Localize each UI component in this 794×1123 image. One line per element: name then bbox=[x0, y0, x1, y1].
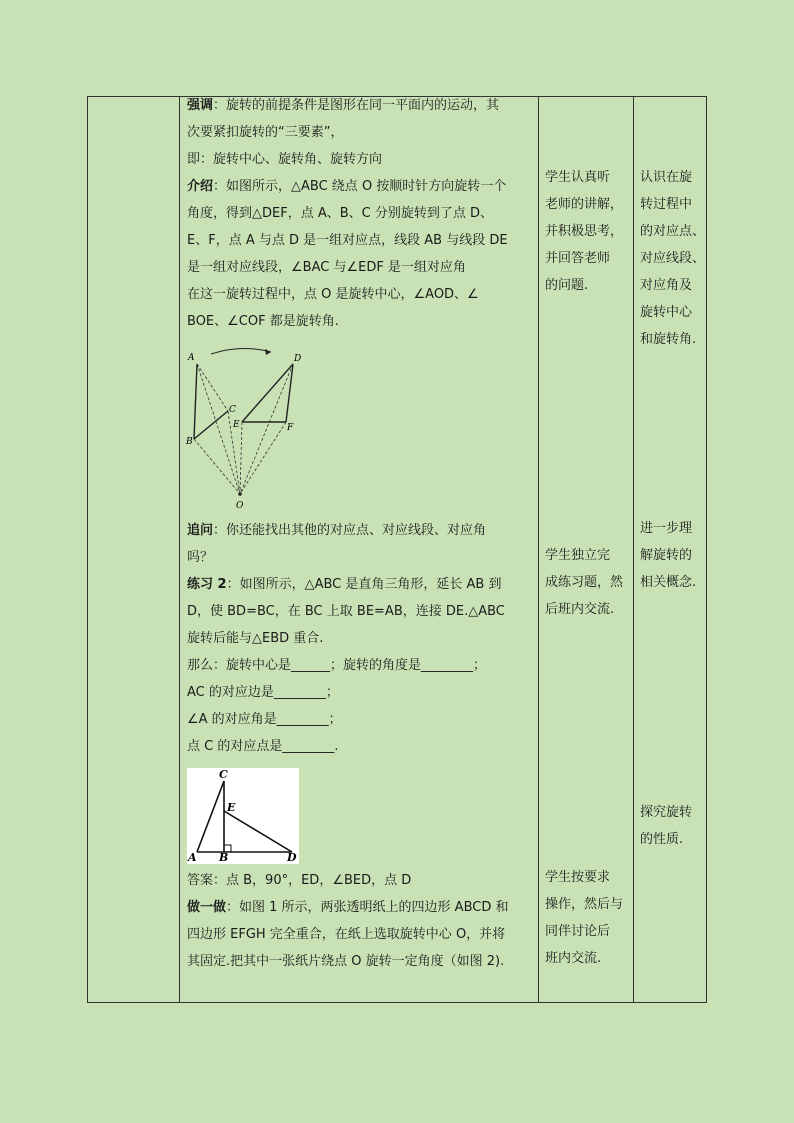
student-activity-1: 学生认真听 老师的讲解， 并积极思考， 并回答老师 的问题. bbox=[545, 170, 624, 293]
label-A: A bbox=[188, 851, 197, 864]
intro-line-5: 在这一旋转过程中，点 O 是旋转中心，∠AOD、∠ bbox=[187, 287, 479, 302]
followup-line-1: 追问：你还能找出其他的对应点、对应线段、对应角 bbox=[187, 523, 487, 538]
center-point-O bbox=[238, 492, 242, 496]
question-3: ∠A 的对应角是________； bbox=[187, 712, 342, 727]
segment-BC bbox=[194, 411, 228, 439]
student-activity-2: 学生独立完 成练习题，然 后班内交流. bbox=[545, 548, 624, 617]
design-intent-2: 进一步理 解旋转的 相关概念. bbox=[640, 521, 697, 590]
emphasis-line-1: 强调：旋转的前提条件是图形在同一平面内的运动，其 bbox=[187, 98, 500, 113]
label-E: E bbox=[233, 420, 240, 430]
label-A: A bbox=[188, 353, 195, 363]
exercise-line-2: D，使 BD=BC，在 BC 上取 BE=AB，连接 DE.△ABC bbox=[187, 604, 505, 619]
triangle-figure-2 bbox=[187, 768, 299, 864]
doit-line-2: 四边形 EFGH 完全重合，在纸上选取旋转中心 O，并将 bbox=[187, 927, 506, 942]
question-1: 那么：旋转中心是______；旋转的角度是________； bbox=[187, 658, 487, 673]
label-D: D bbox=[287, 851, 297, 864]
dash-OF bbox=[240, 422, 286, 494]
dash-OE bbox=[240, 422, 242, 494]
doit-line-1: 做一做：如图 1 所示，两张透明纸上的四边形 ABCD 和 bbox=[187, 900, 509, 915]
exercise-line-3: 旋转后能与△EBD 重合. bbox=[187, 631, 324, 646]
answer-line: 答案：点 B，90°，ED，∠BED，点 D bbox=[187, 873, 412, 888]
rotation-figure-1 bbox=[183, 344, 313, 514]
label-B: B bbox=[186, 437, 193, 447]
label-O: O bbox=[236, 501, 244, 511]
segment-FD bbox=[286, 364, 293, 422]
intro-line-4: 是一组对应线段，∠BAC 与∠EDF 是一组对应角 bbox=[187, 260, 466, 275]
label-C: C bbox=[219, 768, 228, 781]
label-E: E bbox=[227, 801, 236, 814]
rotation-arrow bbox=[211, 348, 271, 354]
arrow-head bbox=[265, 349, 271, 355]
followup-line-2: 吗？ bbox=[187, 550, 214, 565]
lesson-table bbox=[87, 96, 707, 1003]
col-border-1 bbox=[87, 96, 88, 1003]
segment-DE bbox=[242, 364, 293, 422]
col-border-3 bbox=[538, 96, 539, 1003]
question-2: AC 的对应边是________； bbox=[187, 685, 339, 700]
table-bottom-border bbox=[87, 1002, 707, 1003]
exercise-line-1: 练习 2：如图所示，△ABC 是直角三角形，延长 AB 到 bbox=[187, 577, 502, 592]
intro-line-2: 角度，得到△DEF，点 A、B、C 分别旋转到了点 D、 bbox=[187, 206, 493, 221]
student-activity-3: 学生按要求 操作，然后与 同伴讨论后 班内交流. bbox=[545, 870, 624, 966]
label-C: C bbox=[229, 405, 236, 415]
col-border-4 bbox=[633, 96, 634, 1003]
intro-line-6: BOE、∠COF 都是旋转角. bbox=[187, 314, 339, 329]
design-intent-1: 认识在旋 转过程中 的对应点、 对应线段、 对应角及 旋转中心 和旋转角. bbox=[640, 170, 706, 347]
label-D: D bbox=[294, 354, 302, 364]
intro-line-1: 介绍：如图所示，△ABC 绕点 O 按顺时针方向旋转一个 bbox=[187, 179, 507, 194]
figure-background bbox=[187, 768, 299, 864]
col-border-5 bbox=[706, 96, 707, 1003]
segment-AB bbox=[194, 364, 197, 439]
label-F: F bbox=[287, 423, 294, 433]
label-B: B bbox=[219, 851, 229, 864]
emphasis-line-2: 次要紧扣旋转的“三要素”， bbox=[187, 125, 344, 140]
dash-AC bbox=[197, 364, 228, 411]
intro-line-3: E、F，点 A 与点 D 是一组对应点，线段 AB 与线段 DE bbox=[187, 233, 508, 248]
doit-line-3: 其固定.把其中一张纸片绕点 O 旋转一定角度（如图 2). bbox=[187, 954, 505, 969]
question-4: 点 C 的对应点是________. bbox=[187, 739, 339, 754]
emphasis-line-3: 即：旋转中心、旋转角、旋转方向 bbox=[187, 152, 383, 167]
dash-OD bbox=[240, 364, 293, 494]
col-border-2 bbox=[179, 96, 180, 1003]
design-intent-3: 探究旋转 的性质. bbox=[640, 805, 693, 847]
